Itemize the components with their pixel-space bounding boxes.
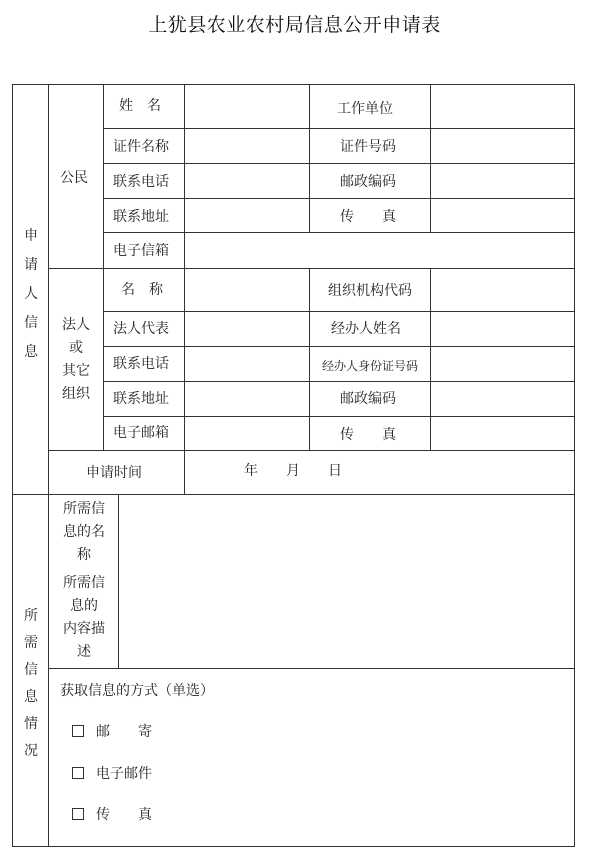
org-code-field[interactable]: [432, 270, 573, 310]
workplace-field[interactable]: [432, 86, 573, 127]
citizen-email-field[interactable]: [186, 234, 573, 267]
representative-field[interactable]: [186, 313, 308, 345]
workplace-label: 工作单位: [337, 101, 393, 117]
org-name-field[interactable]: [186, 270, 308, 310]
agent-name-field[interactable]: [432, 313, 573, 345]
legal-label: 法人 或 其它 组织: [62, 317, 90, 402]
id-number-field[interactable]: [432, 130, 573, 162]
required-info-label: 所 需 信 息 情 况: [24, 608, 38, 759]
id-name-label: 证件名称: [113, 139, 169, 155]
agent-id-field[interactable]: [432, 348, 573, 380]
id-number-label: 证件号码: [340, 139, 396, 155]
apply-time-label: 申请时间: [86, 465, 142, 481]
name-field[interactable]: [186, 86, 308, 127]
method-label: 获取信息的方式（单选）: [60, 683, 214, 699]
agent-name-label: 经办人姓名: [331, 321, 401, 337]
checkbox-icon[interactable]: [72, 725, 84, 737]
legal-phone-label: 联系电话: [113, 356, 169, 372]
applicant-info-label: 申 请 人 信 息: [24, 228, 38, 360]
legal-fax-label: 传 真: [340, 427, 396, 443]
page-title: 上犹县农业农村局信息公开申请表: [148, 14, 441, 36]
legal-postcode-field[interactable]: [432, 383, 573, 415]
info-desc-label: 所需信 息的 内容描 述: [63, 575, 105, 660]
legal-fax-field[interactable]: [432, 418, 573, 449]
citizen-phone-label: 联系电话: [113, 174, 169, 190]
info-content-field[interactable]: [120, 496, 573, 667]
legal-address-label: 联系地址: [113, 391, 169, 407]
legal-phone-field[interactable]: [186, 348, 308, 380]
legal-address-field[interactable]: [186, 383, 308, 415]
legal-email-label: 电子邮箱: [113, 425, 169, 441]
citizen-address-label: 联系地址: [113, 209, 169, 225]
legal-postcode-label: 邮政编码: [340, 391, 396, 407]
option-label: 电子邮件: [96, 766, 152, 782]
method-option-fax[interactable]: [72, 807, 152, 823]
agent-id-label: 经办人身份证号码: [322, 359, 419, 373]
legal-email-field[interactable]: [186, 418, 308, 449]
option-label: 邮 寄: [96, 724, 152, 740]
citizen-label: 公民: [60, 170, 88, 186]
id-name-field[interactable]: [186, 130, 308, 162]
citizen-address-field[interactable]: [186, 200, 308, 231]
option-label: 传 真: [96, 807, 152, 823]
method-option-mail[interactable]: [72, 724, 152, 740]
citizen-fax-label: 传 真: [340, 209, 396, 225]
method-option-email[interactable]: [72, 766, 152, 782]
representative-label: 法人代表: [113, 321, 169, 337]
org-code-label: 组织机构代码: [328, 283, 412, 299]
org-name-label: 名 称: [121, 282, 163, 298]
citizen-postcode-label: 邮政编码: [340, 174, 396, 190]
checkbox-icon[interactable]: [72, 767, 84, 779]
info-name-label: 所需信 息的名 称: [63, 501, 105, 563]
checkbox-icon[interactable]: [72, 808, 84, 820]
citizen-phone-field[interactable]: [186, 165, 308, 197]
name-label: 姓 名: [119, 98, 161, 114]
citizen-postcode-field[interactable]: [432, 165, 573, 197]
citizen-email-label: 电子信箱: [113, 243, 169, 259]
apply-date-field[interactable]: 年 月 日: [244, 463, 342, 479]
citizen-fax-field[interactable]: [432, 200, 573, 231]
